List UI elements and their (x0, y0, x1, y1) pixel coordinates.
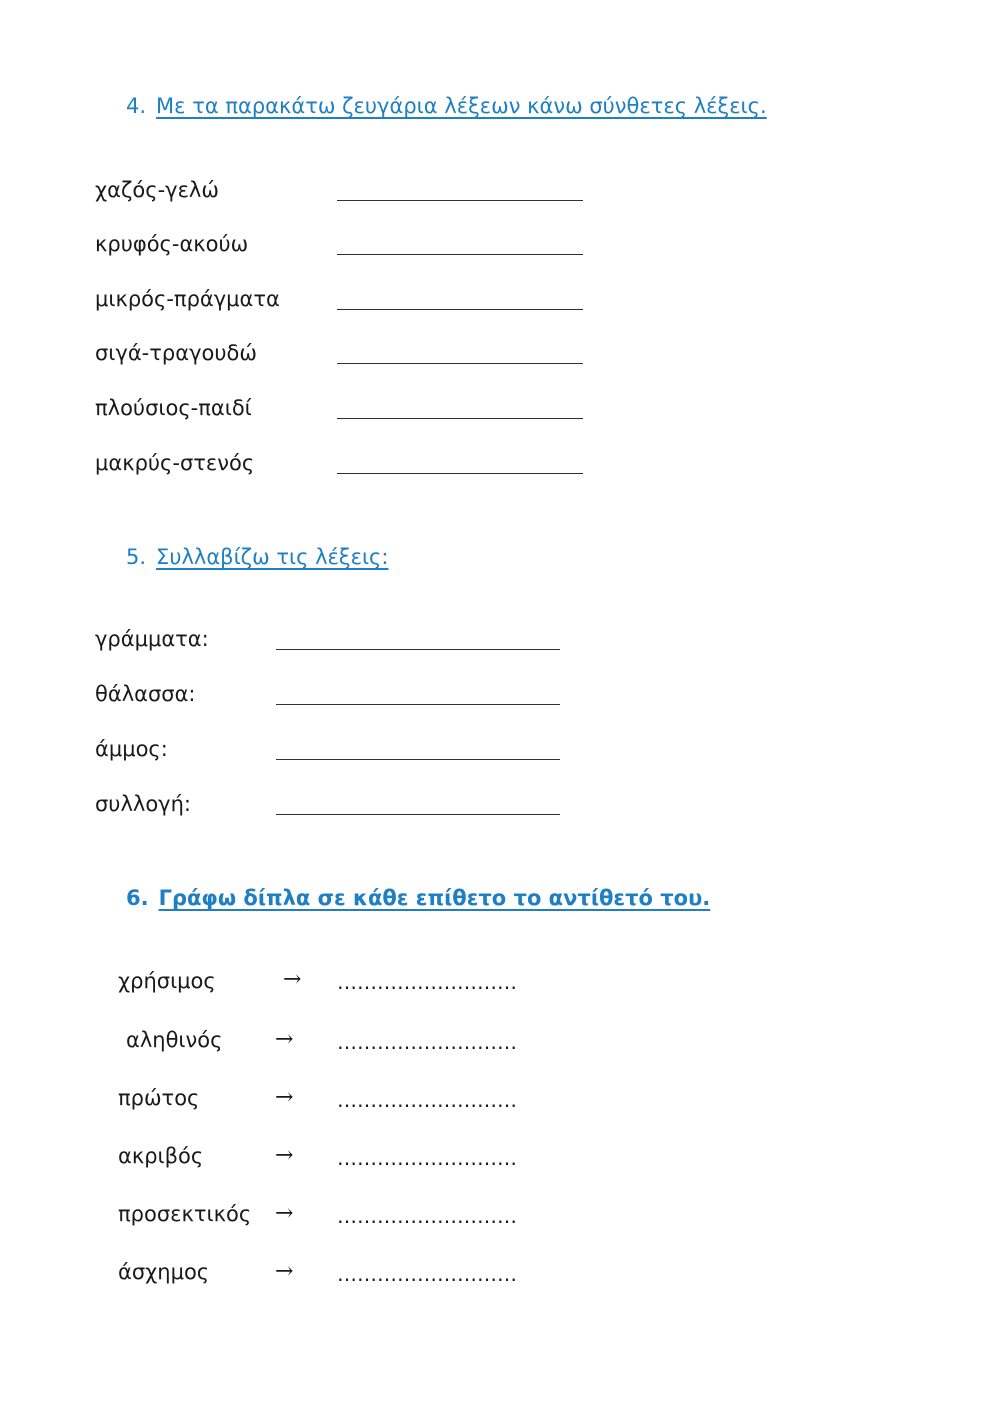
syllable-word: συλλογή: (95, 792, 191, 816)
section-4-title: Με τα παρακάτω ζευγάρια λέξεων κάνω σύνθετες λέξεις. (156, 94, 767, 118)
answer-blank[interactable]: ……………………… (337, 1146, 517, 1170)
compound-pair: κρυφός-ακούω (95, 232, 249, 256)
arrow-icon: → (283, 967, 302, 992)
compound-pair: χαζός-γελώ (95, 178, 219, 202)
answer-blank[interactable]: ……………………… (337, 1088, 517, 1112)
answer-blank[interactable]: ……………………… (337, 1262, 517, 1286)
answer-line[interactable] (337, 473, 583, 474)
section-5-number: 5. (126, 545, 147, 569)
adjective: πρώτος (118, 1086, 200, 1110)
compound-pair: πλούσιος-παιδί (95, 396, 252, 420)
adjective: προσεκτικός (118, 1202, 252, 1226)
adjective: ακριβός (118, 1144, 204, 1168)
answer-blank[interactable]: ……………………… (337, 970, 517, 994)
section-6-number: 6. (126, 886, 149, 910)
adjective: αληθινός (126, 1028, 223, 1052)
section-4-heading (126, 94, 767, 118)
answer-line[interactable] (276, 649, 560, 650)
compound-pair: μικρός-πράγματα (95, 287, 280, 311)
arrow-icon: → (275, 1259, 294, 1284)
answer-line[interactable] (337, 363, 583, 364)
section-6-title: Γράφω δίπλα σε κάθε επίθετο το αντίθετό του. (158, 886, 711, 910)
answer-blank[interactable]: ……………………… (337, 1030, 517, 1054)
answer-line[interactable] (276, 814, 560, 815)
answer-blank[interactable]: ……………………… (337, 1204, 517, 1228)
syllable-word: θάλασσα: (95, 682, 196, 706)
arrow-icon: → (275, 1143, 294, 1168)
answer-line[interactable] (337, 200, 583, 201)
adjective: χρήσιμος (118, 969, 216, 993)
arrow-icon: → (275, 1085, 294, 1110)
answer-line[interactable] (337, 254, 583, 255)
answer-line[interactable] (276, 704, 560, 705)
compound-pair: σιγά-τραγουδώ (95, 341, 257, 365)
arrow-icon: → (275, 1201, 294, 1226)
answer-line[interactable] (337, 309, 583, 310)
adjective: άσχημος (118, 1260, 210, 1284)
syllable-word: άμμος: (95, 737, 168, 761)
arrow-icon: → (275, 1027, 294, 1052)
syllable-word: γράμματα: (95, 627, 209, 651)
answer-line[interactable] (337, 418, 583, 419)
section-4-number: 4. (126, 94, 147, 118)
answer-line[interactable] (276, 759, 560, 760)
compound-pair: μακρύς-στενός (95, 451, 255, 475)
section-5-heading (126, 545, 388, 569)
section-6-heading (126, 886, 710, 910)
section-5-title: Συλλαβίζω τις λέξεις: (156, 545, 389, 569)
